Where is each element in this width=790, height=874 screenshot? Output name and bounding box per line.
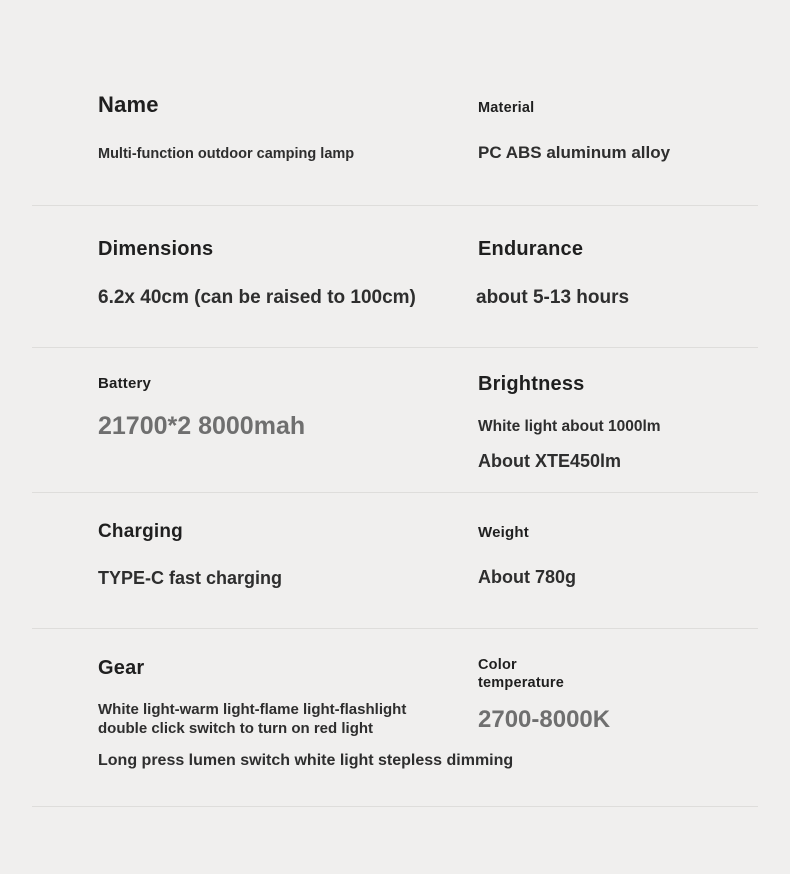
spec-value-name: Multi-function outdoor camping lamp: [98, 146, 355, 162]
spec-row-gear: [0, 629, 790, 738]
spec-cell-endurance: [476, 238, 758, 261]
spec-row-dimensions: [0, 206, 790, 261]
spec-value-material: PC ABS aluminum alloy: [478, 143, 671, 162]
spec-label-weight: Weight: [478, 524, 529, 541]
spec-value-gear-dimming: Long press lumen switch white light stepless dimming: [98, 752, 514, 770]
spec-value-endurance: about 5-13 hours: [476, 287, 630, 308]
spec-cell-name: [98, 92, 476, 163]
spec-value-brightness-xte: About XTE450lm: [478, 451, 622, 471]
spec-value-weight: About 780g: [478, 567, 577, 587]
spec-cell-endurance-value: [476, 287, 758, 309]
spec-cell-brightness: [476, 375, 758, 472]
spec-row-name: [0, 0, 790, 163]
spec-value-gear-modes: White light-warm light-flame light-flashlight double click switch to turn on red light: [98, 701, 407, 738]
spec-cell-battery: [98, 375, 476, 472]
spec-value-color-temperature: 2700-8000K: [478, 706, 611, 734]
spec-cell-gear: [98, 657, 476, 738]
spec-cell-color-temperature: [476, 657, 758, 738]
spec-cell-charging: [98, 521, 476, 589]
row-divider: [32, 806, 758, 807]
spec-cell-material: [476, 92, 758, 163]
spec-label-name: Name: [98, 92, 159, 117]
spec-value-dimensions: 6.2x 40cm (can be raised to 100cm): [98, 287, 416, 308]
spec-row-dimensions-values: [0, 287, 790, 309]
spec-cell-weight: [476, 521, 758, 589]
spec-value-brightness-white: White light about 1000lm: [478, 418, 661, 435]
spec-label-endurance: Endurance: [478, 238, 584, 260]
spec-row-battery: [0, 348, 790, 472]
spec-label-battery: Battery: [98, 375, 152, 392]
spec-row-charging: [0, 493, 790, 589]
spec-label-dimensions: Dimensions: [98, 238, 214, 260]
spec-value-charging: TYPE-C fast charging: [98, 568, 283, 588]
spec-label-brightness: Brightness: [478, 373, 585, 395]
spec-value-battery: 21700*2 8000mah: [98, 412, 306, 440]
spec-label-material: Material: [478, 100, 535, 116]
spec-label-charging: Charging: [98, 521, 183, 542]
spec-label-color-temperature: Color temperature: [478, 657, 565, 691]
spec-cell-dimensions: [98, 238, 476, 261]
spec-label-gear: Gear: [98, 657, 145, 679]
spec-row-gear-dimming: [0, 752, 790, 770]
spec-cell-dimensions-value: [98, 287, 476, 309]
